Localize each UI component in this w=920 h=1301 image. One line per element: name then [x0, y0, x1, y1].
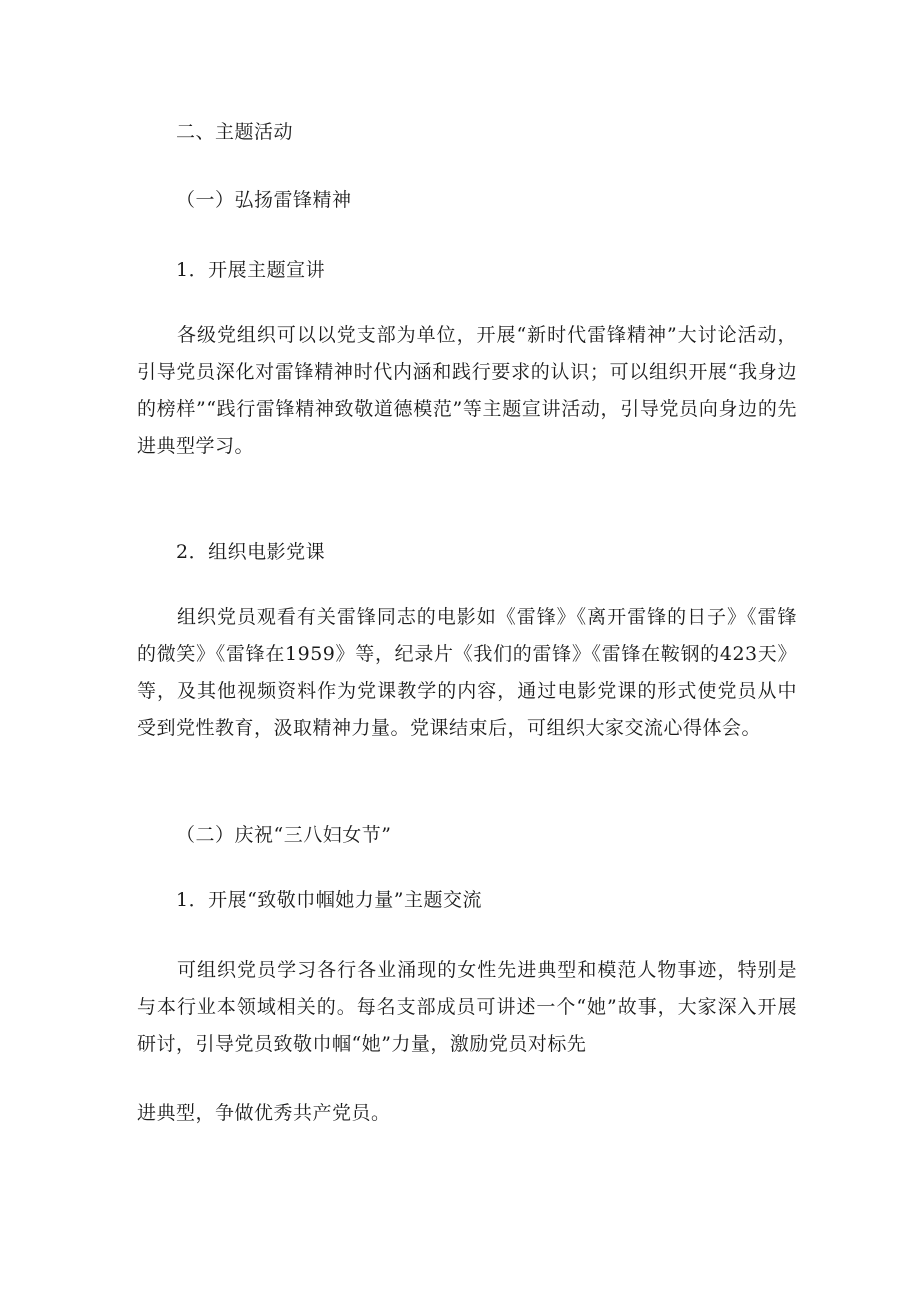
item-body-2-1-continuation: 进典型，争做优秀共产党员。	[137, 1102, 391, 1124]
item-title-1-1: 1．开展主题宣讲	[176, 259, 326, 281]
item-body-1-1: 各级党组织可以以党支部为单位，开展“新时代雷锋精神”大讨论活动，引导党员深化对雷锋精神时代内涵和践行要求的认识；可以组织开展“我身边的榜样”“践行雷锋精神致敬道德模范”等主题宣讲活动，引导党员向身边的先进典型学习。	[137, 324, 797, 457]
subsection-heading-2: （二）庆祝“三八妇女节”	[176, 824, 392, 846]
item-body-2-1: 可组织党员学习各行各业涌现的女性先进典型和模范人物事迹，特别是与本行业本领域相关的。每名支部成员可讲述一个“她”故事，大家深入开展研讨，引导党员致敬巾帼“她”力量，激励党员对标先	[137, 959, 797, 1055]
item-title-1-2: 2．组织电影党课	[176, 541, 326, 563]
item-title-2-1: 1．开展“致敬巾帼她力量”主题交流	[176, 889, 483, 911]
section-title: 二、主题活动	[176, 121, 294, 143]
item-body-1-2: 组织党员观看有关雷锋同志的电影如《雷锋》《离开雷锋的日子》《雷锋的微笑》《雷锋在1959》等，纪录片《我们的雷锋》《雷锋在鞍钢的423天》等，及其他视频资料作为党课教学的内容，通过电影党课的形式使党员从中受到党性教育，汲取精神力量。党课结束后，可组织大家交流心得体会。	[137, 606, 797, 739]
subsection-heading-1: （一）弘扬雷锋精神	[176, 189, 352, 211]
